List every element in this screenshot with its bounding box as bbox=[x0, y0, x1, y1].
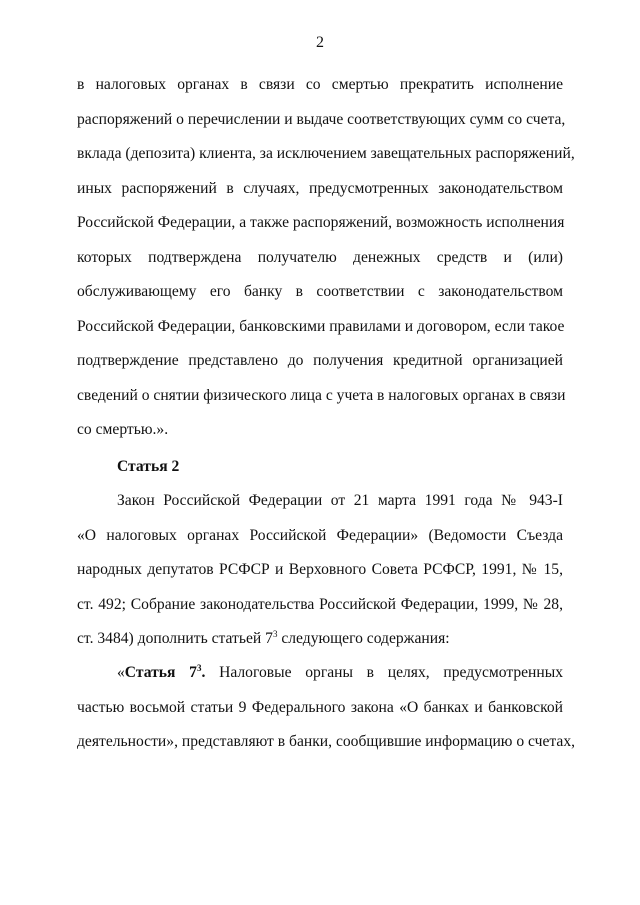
article-7-3-body bbox=[77, 656, 576, 760]
heading-dot: . bbox=[201, 664, 206, 681]
text-line: со смертью.». bbox=[77, 421, 169, 438]
text-line: ст. 492; Собрание законодательства Российской Федерации, 1999, № 28, bbox=[77, 595, 563, 613]
text-line: в налоговых органах в связи со смертью прекратить исполнение bbox=[77, 76, 563, 93]
text-line: Закон Российской Федерации от 21 марта 1991 года № 943-I bbox=[117, 492, 563, 509]
text-line: Российской Федерации, а также распоряжений, возможность исполнения bbox=[77, 214, 565, 231]
paragraph-continuation bbox=[77, 68, 575, 448]
text-line: «О налоговых органах Российской Федерации» (Ведомости Съезда bbox=[77, 526, 563, 544]
superscript: 3 bbox=[272, 629, 278, 639]
text-line: сведений о снятии физического лица с учета в налоговых органах в связи bbox=[77, 386, 566, 404]
article-2-body bbox=[77, 484, 563, 657]
text-fragment: ст. 3484) дополнить статьей 7 bbox=[77, 630, 273, 647]
text-line: деятельности», представляют в банки, сообщившие информацию о счетах, bbox=[77, 733, 576, 750]
text-fragment: Налоговые органы в целях, предусмотренных bbox=[205, 664, 564, 681]
article-2-section bbox=[77, 450, 563, 485]
article-7-3-heading bbox=[125, 664, 206, 681]
text-line: Российской Федерации, банковскими правилами и договором, если такое bbox=[77, 317, 565, 335]
text-line: которых подтверждена получателю денежных средств и (или) bbox=[77, 248, 563, 266]
text-line bbox=[77, 622, 563, 657]
text-line: частью восьмой статьи 9 Федерального закона «О банках и банковской bbox=[77, 698, 563, 716]
text-line: вклада (депозита) клиента, за исключением завещательных распоряжений, bbox=[77, 145, 575, 162]
text-line: распоряжений о перечислении и выдаче соответствующих сумм со счета, bbox=[77, 110, 566, 128]
text-line: подтверждение представлено до получения кредитной организацией bbox=[77, 352, 563, 369]
text-line: иных распоряжений в случаях, предусмотренных законодательством bbox=[77, 179, 563, 197]
heading-text: Статья 7 bbox=[124, 664, 197, 681]
article-2-heading: Статья 2 bbox=[117, 458, 180, 475]
text-line bbox=[77, 656, 563, 691]
text-line: обслуживающему его банку в соответствии с законодательством bbox=[77, 283, 563, 300]
superscript: 3 bbox=[196, 663, 202, 673]
page-number: 2 bbox=[316, 34, 324, 51]
text-line: народных депутатов РСФСР и Верховного Совета РСФСР, 1991, № 15, bbox=[77, 561, 563, 578]
text-fragment: следующего содержания: bbox=[277, 630, 450, 647]
open-quote: « bbox=[117, 664, 125, 681]
